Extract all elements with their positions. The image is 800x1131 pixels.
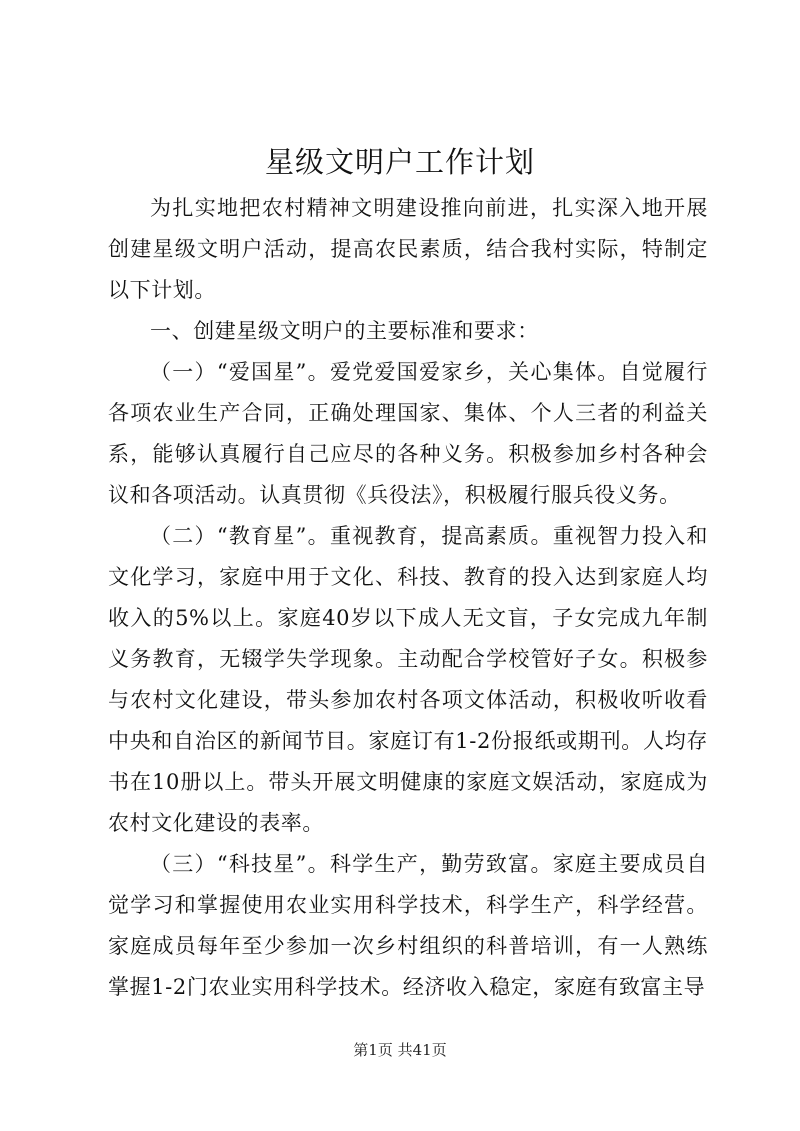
- paragraph-technology-star: （三）“科技星”。科学生产，勤劳致富。家庭主要成员自觉学习和掌握使用农业实用科学技术，科学生产，科学经营。家庭成员每年至少参加一次乡村组织的科普培训，有一人熟练掌握1-2门农业实用科学技术。经济收入稳定，家庭有致富主导: [108, 852, 708, 999]
- document-title: 星级文明户工作计划: [264, 145, 535, 179]
- paragraph-intro: 为扎实地把农村精神文明建设推向前进，扎实深入地开展创建星级文明户活动，提高农民素质，结合我村实际，特制定以下计划。: [108, 196, 708, 302]
- paragraph-patriot-star: （一）“爱国星”。爱党爱国爱家乡，关心集体。自觉履行各项农业生产合同，正确处理国家、集体、个人三者的利益关系，能够认真履行自己应尽的各种义务。积极参加乡村各种会议和各项活动。认真贯彻《兵役法》，积极履行服兵役义务。: [108, 360, 708, 507]
- document-body: [108, 188, 708, 1008]
- paragraph-section-heading: 一、创建星级文明户的主要标准和要求：: [150, 319, 539, 343]
- paragraph-education-star: （二）“教育星”。重视教育，提高素质。重视智力投入和文化学习，家庭中用于文化、科技、教育的投入达到家庭人均收入的5%以上。家庭40岁以下成人无文盲，子女完成九年制义务教育，无辍学失学现象。主动配合学校管好子女。积极参与农村文化建设，带头参加农村各项文体活动，积极收听收看中央和自治区的新闻节目。家庭订有1-2份报纸或期刊。人均存书在10册以上。带头开展文明健康的家庭文娱活动，家庭成为农村文化建设的表率。: [108, 524, 708, 835]
- page-footer: 第1页 共41页: [353, 1041, 447, 1059]
